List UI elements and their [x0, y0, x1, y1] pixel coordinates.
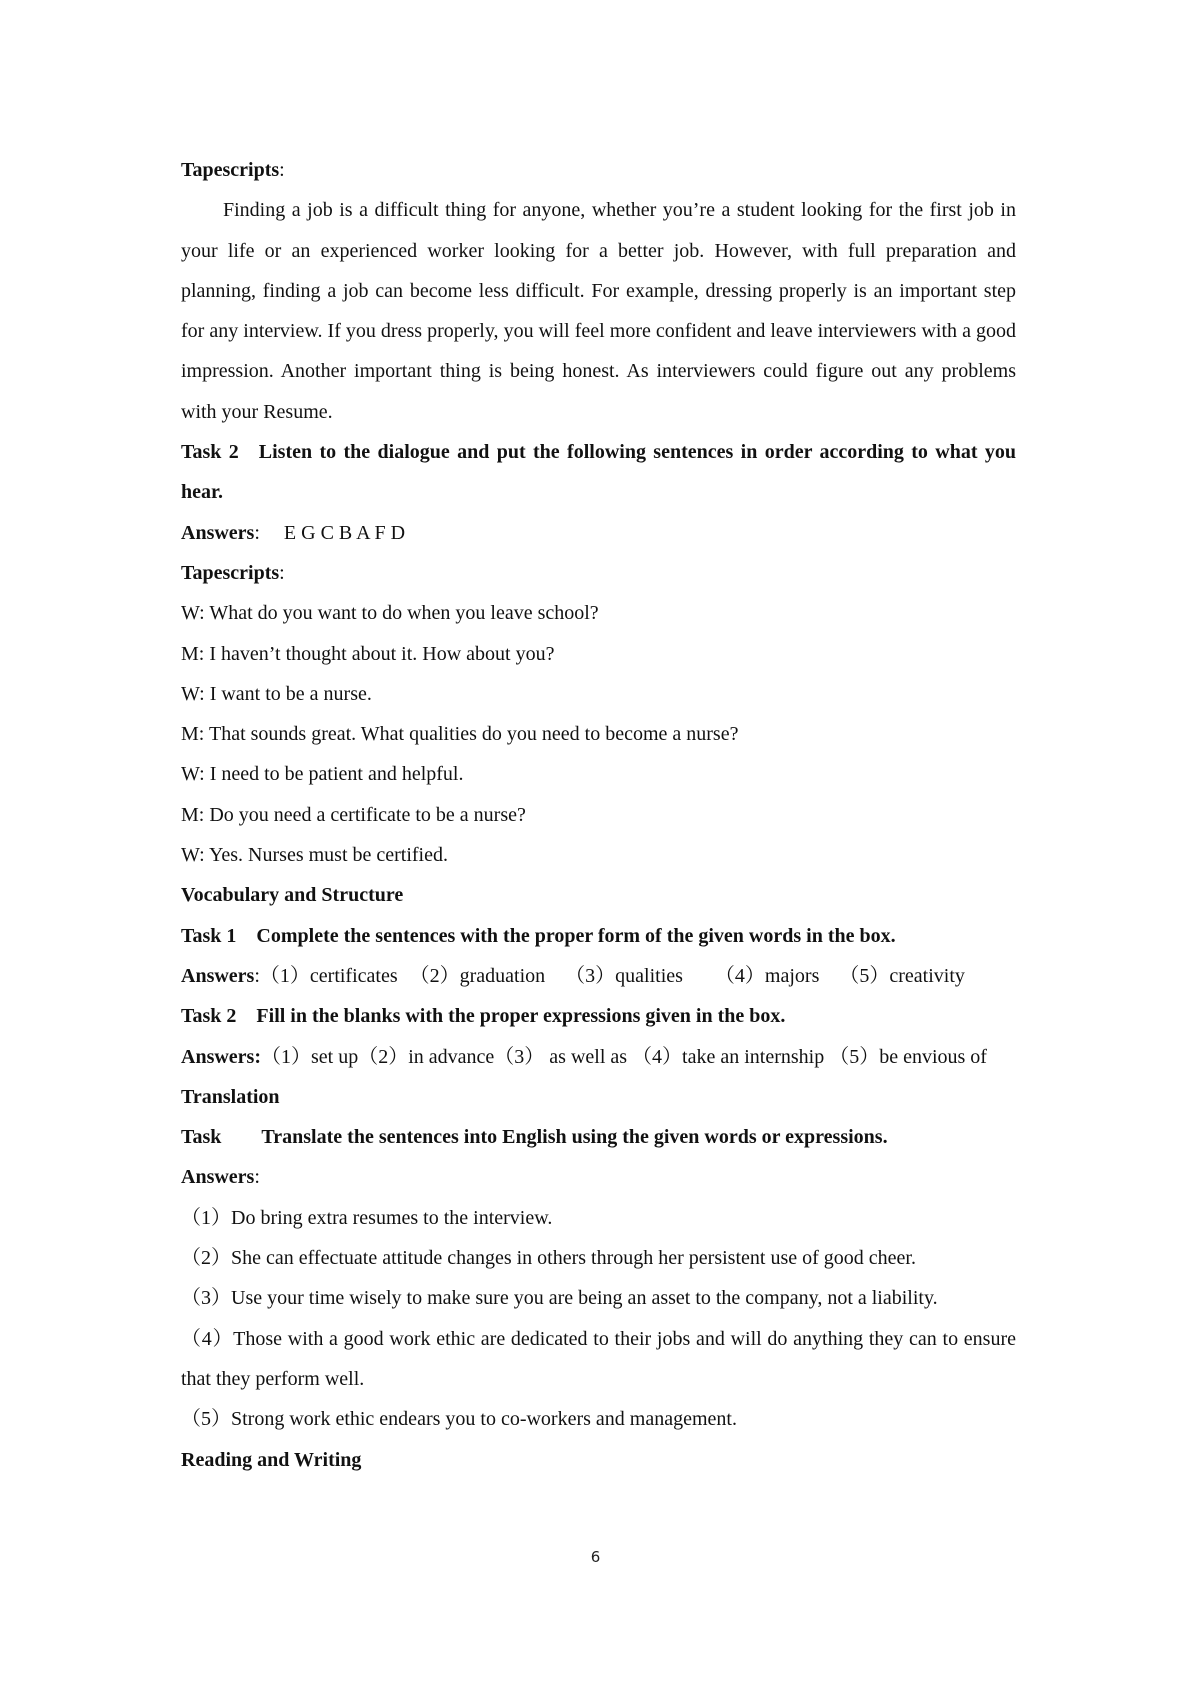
answers-colon: :	[254, 964, 260, 987]
tapescripts-label: Tapescripts	[181, 159, 280, 181]
vocabulary-task1-heading	[181, 916, 1016, 956]
vocabulary-task2-heading	[181, 996, 1016, 1036]
tapescripts-heading-2	[181, 553, 1016, 593]
answers-colon: :	[254, 1166, 260, 1189]
translation-answer: （3）Use your time wisely to make sure you are being an asset to the company, not a liability.	[181, 1287, 938, 1310]
answer-item: （1）certificates	[259, 964, 398, 987]
dialogue-line: W: What do you want to do when you leave school?	[181, 602, 599, 625]
answers-colon: :	[254, 521, 260, 544]
dialogue-line: W: I need to be patient and helpful.	[181, 763, 464, 786]
answer-item: （4）majors	[714, 964, 820, 987]
answer-item: （3）qualities	[565, 964, 683, 987]
task-instruction: Complete the sentences with the proper form of the given words in the box.	[256, 924, 896, 947]
dialogue-line: W: I want to be a nurse.	[181, 682, 372, 705]
task-number: Task	[181, 1126, 222, 1149]
dialogue-line: W: Yes. Nurses must be certified.	[181, 844, 448, 867]
task-number: Task 2	[181, 441, 239, 464]
vocabulary-section-title: Vocabulary and Structure	[181, 884, 404, 907]
tapescripts-colon: :	[279, 159, 285, 181]
tapescripts-label: Tapescripts	[181, 561, 280, 584]
dialogue-line: M: Do you need a certificate to be a nurse?	[181, 803, 526, 826]
listening-task2-heading	[181, 432, 1016, 513]
translation-answer: （2）She can effectuate attitude changes in others through her persistent use of good cheer.	[181, 1247, 916, 1270]
document-body	[181, 150, 1016, 1480]
task-number: Task 1	[181, 924, 237, 947]
tapescripts-colon: :	[279, 561, 285, 584]
dialogue-line: M: I haven’t thought about it. How about you?	[181, 642, 555, 665]
tapescript-paragraph: Finding a job is a difficult thing for anyone, whether you’re a student looking for the first job in your life or an experienced worker looking for a better job. However, with full preparation and planning, finding a job can become less difficult. For example, dressing properly is an important step for any interview. If you dress properly, you will feel more confident and leave interviewers with a good impression. Another important thing is being honest. As interviewers could figure out any problems with your Resume.	[181, 199, 1016, 423]
task-number: Task 2	[181, 1005, 237, 1028]
task-instruction: Listen to the dialogue and put the following sentences in order according to what you hear.	[181, 441, 1016, 504]
reading-section-title: Reading and Writing	[181, 1448, 362, 1471]
dialogue-line: M: That sounds great. What qualities do you need to become a nurse?	[181, 723, 739, 746]
answer-item: （5）creativity	[839, 964, 965, 987]
answers-value: E G C B A F D	[283, 521, 406, 544]
translation-answer: （1）Do bring extra resumes to the interview.	[181, 1206, 553, 1229]
page-number: 6	[590, 1548, 601, 1566]
listening-task2-answers	[181, 513, 1016, 553]
translation-answer: （5）Strong work ethic endears you to co-workers and management.	[181, 1408, 737, 1431]
answer-item: （2）graduation	[409, 964, 546, 987]
translation-task-heading	[181, 1117, 1016, 1157]
task-instruction: Fill in the blanks with the proper expressions given in the box.	[256, 1005, 786, 1028]
translation-section-title: Translation	[181, 1085, 280, 1108]
answers-label: Answers:	[181, 1045, 261, 1068]
answers-label: Answers	[181, 521, 255, 544]
translation-answers-heading	[181, 1157, 1016, 1197]
tapescripts-heading	[181, 150, 1016, 190]
answers-label: Answers	[181, 1166, 255, 1189]
vocabulary-task2-answers	[181, 1037, 1016, 1077]
vocabulary-task1-answers	[181, 956, 1016, 996]
answers-value: （1）set up（2）in advance（3） as well as （4）take an internship （5）be envious of	[261, 1045, 987, 1068]
task-instruction: Translate the sentences into English using the given words or expressions.	[261, 1126, 888, 1149]
answers-label: Answers	[181, 964, 255, 987]
translation-answer: （4）Those with a good work ethic are dedicated to their jobs and will do anything they can to ensure that they perform well.	[181, 1327, 1016, 1390]
